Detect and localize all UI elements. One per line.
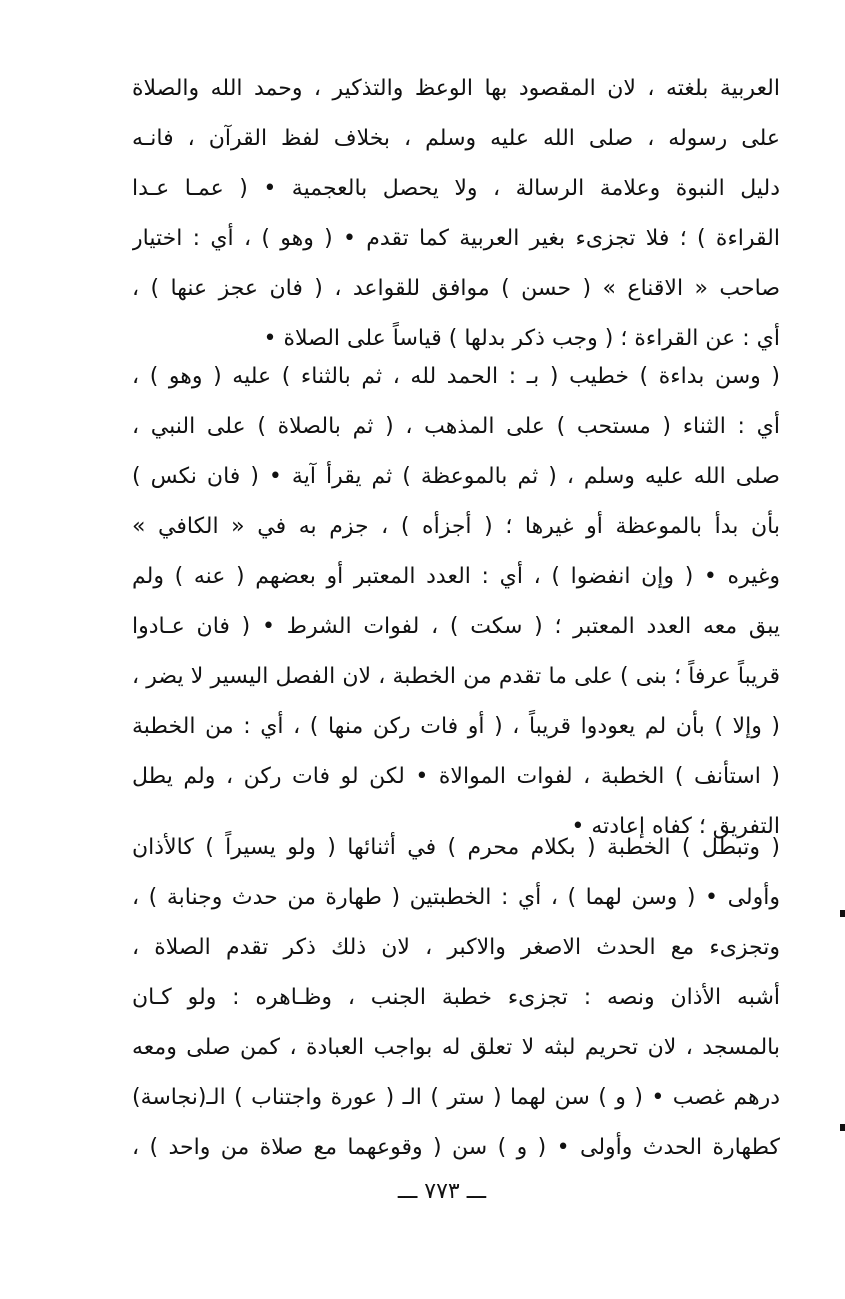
text-line: كطهارة الحدث وأولى • ( و ) سن ( وقوعهما مع صلاة من واحد ) ، xyxy=(132,1135,780,1160)
text-line: ( وإلا ) بأن لم يعودوا قريباً ، ( أو فات ركن منها ) ، أي : من الخطبة xyxy=(132,714,780,739)
text-line: ( استأنف ) الخطبة ، لفوات الموالاة • لكن لو فات ركن ، ولم يطل xyxy=(132,764,780,789)
text-line: القراءة ) ؛ فلا تجزىء بغير العربية كما تقدم • ( وهو ) ، أي : اختيار xyxy=(132,226,780,251)
text-line: التفريق ؛ كفاه إعادته • xyxy=(571,814,780,839)
text-line: أي : الثناء ( مستحب ) على المذهب ، ( ثم بالصلاة ) على النبي ، xyxy=(132,414,780,439)
edge-mark xyxy=(840,910,845,917)
text-line: العربية بلغته ، لان المقصود بها الوعظ والتذكير ، وحمد الله والصلاة xyxy=(132,76,780,101)
page-number: ـــ ٧٧٣ ـــ xyxy=(397,1179,487,1204)
text-line: ( وتبطل ) الخطبة ( بكلام محرم ) في أثنائها ( ولو يسيراً ) كالأذان xyxy=(132,835,780,860)
text-line: صلى الله عليه وسلم ، ( ثم بالموعظة ) ثم يقرأ آية • ( فان نكس ) xyxy=(132,464,780,489)
paragraph-3 xyxy=(132,823,780,1173)
text-line: وتجزىء مع الحدث الاصغر والاكبر ، لان ذلك ذكر تقدم الصلاة ، xyxy=(132,935,780,960)
text-line: وأولى • ( وسن لهما ) ، أي : الخطبتين ( طهارة من حدث وجنابة ) ، xyxy=(132,885,780,910)
edge-mark xyxy=(840,1124,845,1131)
text-line: أشبه الأذان ونصه : تجزىء خطبة الجنب ، وظـاهره : ولو كـان xyxy=(132,985,780,1010)
text-line: صاحب « الاقناع » ( حسن ) موافق للقواعد ، ( فان عجز عنها ) ، xyxy=(132,276,780,301)
text-line: أي : عن القراءة ؛ ( وجب ذكر بدلها ) قياساً على الصلاة • xyxy=(263,326,780,351)
text-line: على رسوله ، صلى الله عليه وسلم ، بخلاف لفظ القرآن ، فانـه xyxy=(132,126,780,151)
text-line: قريباً عرفاً ؛ بنى ) على ما تقدم من الخطبة ، لان الفصل اليسير لا يضر ، xyxy=(132,664,780,689)
text-line: دليل النبوة وعلامة الرسالة ، ولا يحصل بالعجمية • ( عمـا عـدا xyxy=(132,176,780,201)
text-line: يبق معه العدد المعتبر ؛ ( سكت ) ، لفوات الشرط • ( فان عـادوا xyxy=(132,614,780,639)
paragraph-2 xyxy=(132,352,780,852)
text-line: بالمسجد ، لان تحريم لبثه لا تعلق له بواجب العبادة ، كمن صلى ومعه xyxy=(132,1035,780,1060)
text-line: درهم غصب • ( و ) سن لهما ( ستر ) الـ ( عورة واجتناب ) الـ(نجاسة) xyxy=(132,1085,780,1110)
paragraph-1 xyxy=(132,64,780,364)
text-line: بأن بدأ بالموعظة أو غيرها ؛ ( أجزأه ) ، جزم به في « الكافي » xyxy=(132,514,780,539)
text-line: وغيره • ( وإن انفضوا ) ، أي : العدد المعتبر أو بعضهم ( عنه ) ولم xyxy=(132,564,780,589)
text-line: ( وسن بداءة ) خطيب ( بـ : الحمد لله ، ثم بالثناء ) عليه ( وهو ) ، xyxy=(132,364,780,389)
